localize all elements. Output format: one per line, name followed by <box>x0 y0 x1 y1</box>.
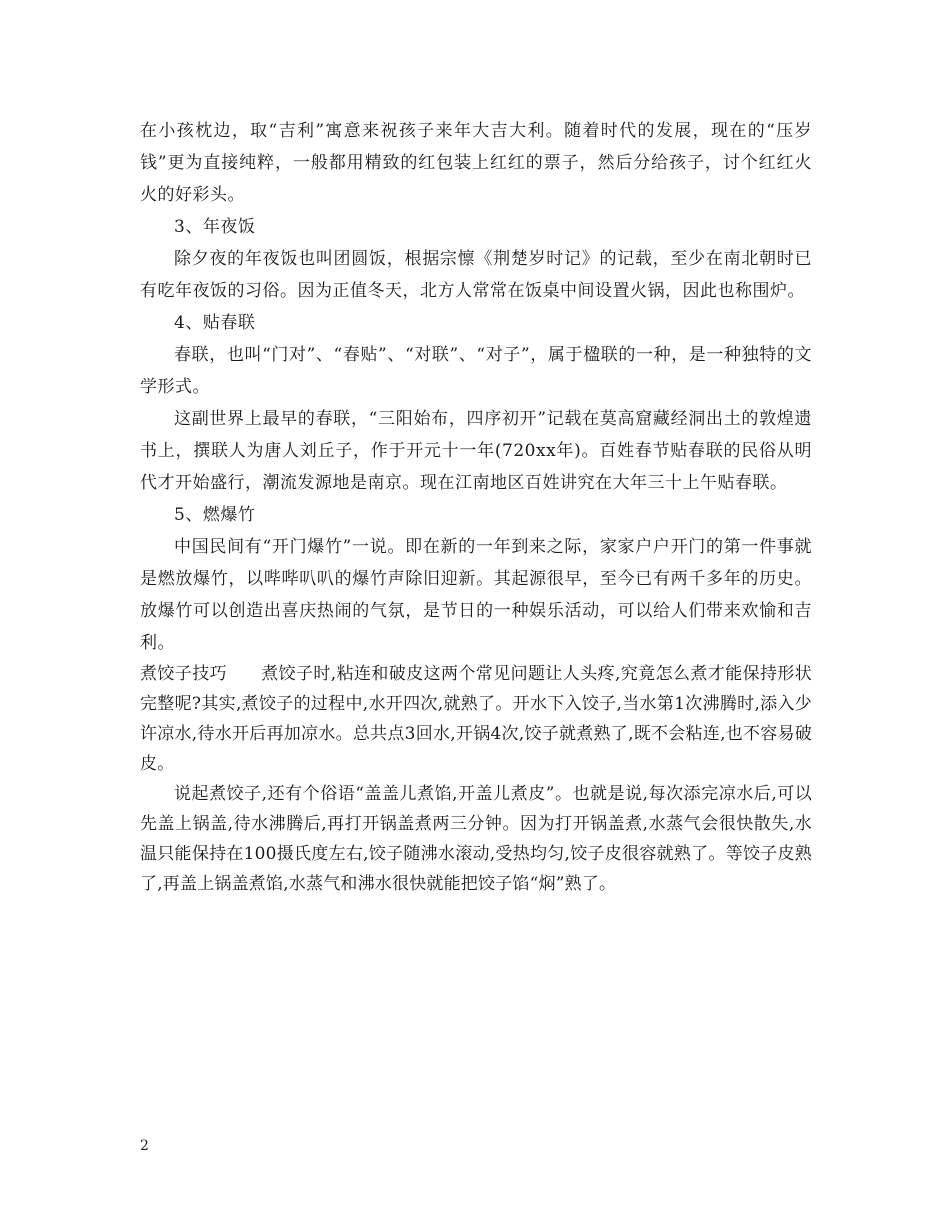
heading-new-year-dinner: 3、年夜饭 <box>174 217 256 237</box>
paragraph-continued: 在小孩枕边，取“吉利”寓意来祝孩子来年大吉大利。随着时代的发展，现在的“压岁钱”更为直接纯粹，一般都用精致的红包装上红红的票子，然后分给孩子，讨个红红火火的好彩头。 <box>140 121 812 205</box>
section-title-dumplings: 煮饺子技巧 <box>140 664 227 684</box>
heading-firecrackers: 5、燃爆竹 <box>174 505 256 525</box>
page-number: 2 <box>140 1138 149 1154</box>
heading-spring-couplets: 4、贴春联 <box>174 313 256 333</box>
paragraph-new-year-dinner: 除夕夜的年夜饭也叫团圆饭，根据宗懔《荆楚岁时记》的记载，至少在南北朝时已有吃年夜饭的习俗。因为正值冬天，北方人常常在饭桌中间设置火锅，因此也称围炉。 <box>140 249 812 301</box>
dumpling-tips-text: 煮饺子时,粘连和破皮这两个常见问题让人头疼,究竟怎么煮才能保持形状完整呢?其实,煮饺子的过程中,水开四次,就熟了。开水下入饺子,当水第1次沸腾时,添入少许凉水,待水开后再加凉水。总共点3回水,开锅4次,饺子就煮熟了,既不会粘连,也不容易破皮。 <box>140 664 813 774</box>
paragraph-couplets-definition: 春联，也叫“门对”、“春贴”、“对联”、“对子”，属于楹联的一种，是一种独特的文学形式。 <box>140 345 812 397</box>
paragraph-couplets-history: 这副世界上最早的春联，“三阳始布，四序初开”记载在莫高窟藏经洞出土的敦煌遗书上，撰联人为唐人刘丘子，作于开元十一年(720xx年)。百姓春节贴春联的民俗从明代才开始盛行，潮流发源地是南京。现在江南地区百姓讲究在大年三十上午贴春联。 <box>140 409 812 493</box>
paragraph-dumpling-saying: 说起煮饺子,还有个俗语“盖盖儿煮馅,开盖儿煮皮”。也就是说,每次添完凉水后,可以先盖上锅盖,待水沸腾后,再打开锅盖煮两三分钟。因为打开锅盖煮,水蒸气会很快散失,水温只能保持在100摄氏度左右,饺子随沸水滚动,受热均匀,饺子皮很容就熟了。等饺子皮熟了,再盖上锅盖煮馅,水蒸气和沸水很快就能把饺子馅“焖”熟了。 <box>140 784 812 894</box>
paragraph-firecrackers: 中国民间有“开门爆竹”一说。即在新的一年到来之际，家家户户开门的第一件事就是燃放爆竹，以哔哔叭叭的爆竹声除旧迎新。其起源很早，至今已有两千多年的历史。放爆竹可以创造出喜庆热闹的气氛，是节日的一种娱乐活动，可以给人们带来欢愉和吉利。 <box>140 537 812 653</box>
document-body <box>140 115 812 899</box>
paragraph-dumpling-tips <box>140 659 812 779</box>
